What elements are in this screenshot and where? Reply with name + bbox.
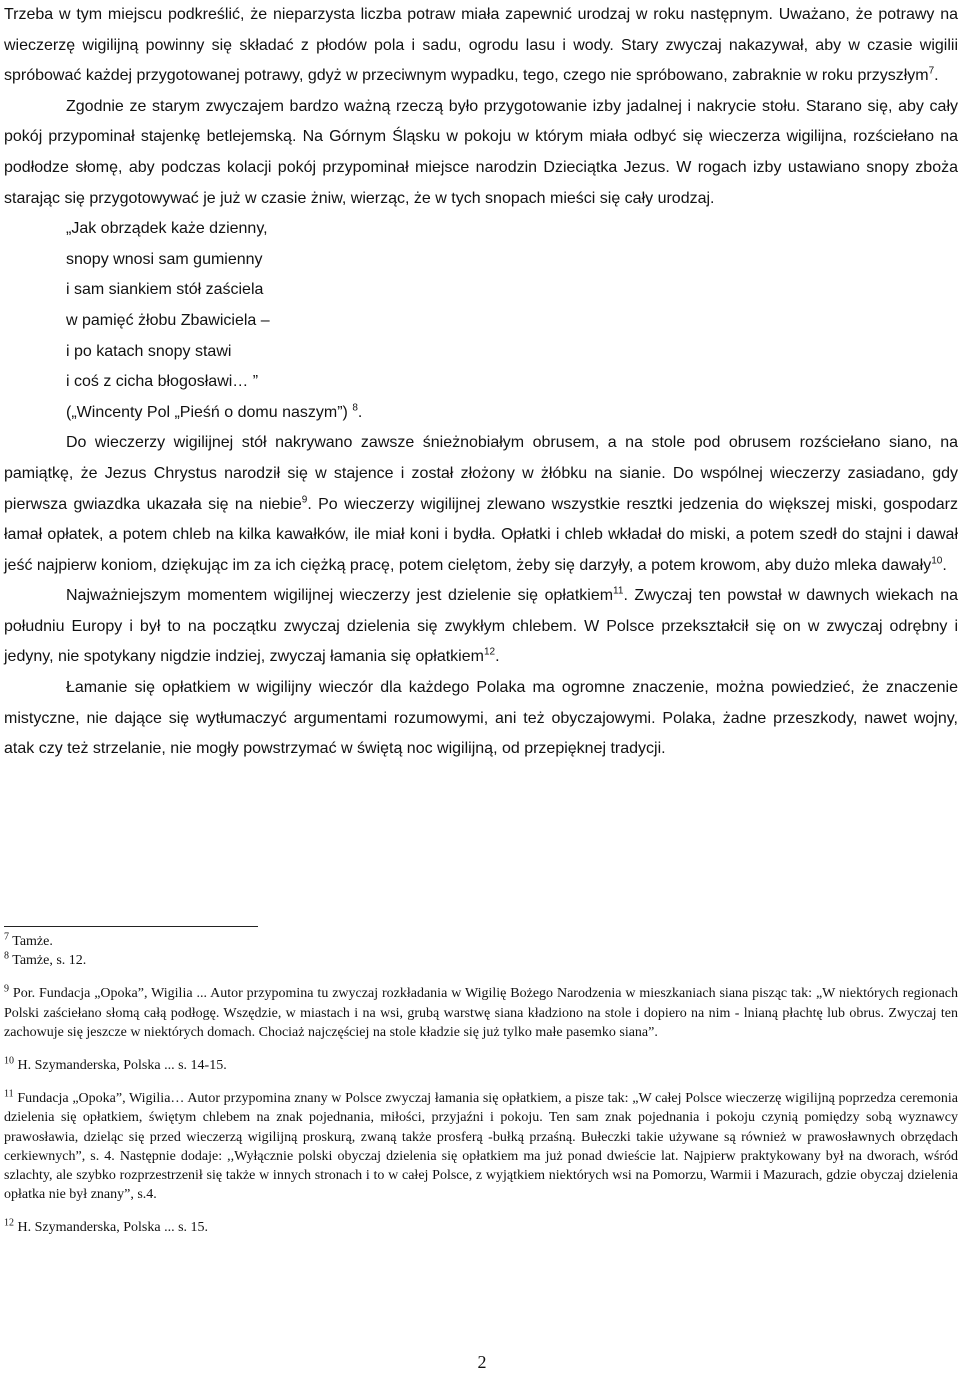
footnote-ref[interactable]: 12	[483, 647, 496, 659]
paragraph-text: . Po wieczerzy wigilijnej zlewano wszystkie resztki jedzenia do większej miski, gospodarz łamał opłatek, a potem chleb na kilka kawałków, ile miał koni i bydła. Opłatki i chleb wkładał do miski, a potem szedł do stajni i dawał jeść najpierw koniom, dziękując im za ich ciężką pracę, potem cielętom, żeby się darzyły, a potem krowom, aby dużo mleka dawały	[4, 495, 958, 574]
footnote	[4, 932, 958, 951]
footnote-number: 11	[4, 1088, 14, 1100]
poem-line: i po katach snopy stawi	[66, 342, 232, 360]
paragraph-text: .	[495, 648, 500, 666]
footnote	[4, 1218, 958, 1237]
poem-line: „Jak obrządek każe dzienny,	[66, 220, 268, 238]
poem-line: w pamięć żłobu Zbawiciela –	[66, 311, 270, 329]
footnote-ref[interactable]: 9	[301, 494, 308, 506]
footnote-text: Tamże.	[9, 934, 53, 949]
paragraph	[4, 581, 958, 673]
paragraph-text: Trzeba w tym miejscu podkreślić, że nieparzysta liczba potraw miała zapewnić urodzaj w roku następnym. Uważano, że potrawy na wieczerzę wigilijną powinny się składać z płodów pola i sadu, ogrodu lasu i wody. Stary zwyczaj nakazywał, aby w czasie wigilii spróbować każdej przygotowanej potrawy, gdyż w przeciwnym wypadku, tego, czego nie spróbowano, zabraknie w roku przyszłym	[4, 6, 958, 85]
footnote-number: 12	[4, 1217, 14, 1229]
poem-source-end: .	[357, 403, 363, 421]
paragraph-text: .	[942, 556, 947, 574]
paragraph	[4, 428, 958, 581]
poem-source-text: („Wincenty Pol „Pieśń o domu naszym”)	[66, 403, 348, 421]
footnote-number: 9	[4, 983, 9, 995]
footnote	[4, 1089, 958, 1204]
footnotes	[4, 932, 958, 1238]
footnote-ref[interactable]: 8	[352, 402, 358, 414]
poem-quote	[4, 214, 958, 428]
paragraph-text: .	[934, 67, 939, 85]
footnote-number: 7	[4, 931, 9, 943]
footnote-text: Por. Fundacja „Opoka”, Wigilia ... Autor przypomina tu zwyczaj rozkładania w Wigilię Bożego Narodzenia w mieszkaniach siana pisząc tak: „W niektórych regionach Polski zaściełano słomą całą podłogę. Wszędzie, w miastach i na wsi, grubą warstwę siana kładziono na stole i dopiero na nim - lnianą płachtę lub obrus. Zwyczaj ten zachowuje się jeszcze w niektórych domach. Chociaż najczęściej na stole kładzie się już tylko małe pasemko siana”.	[4, 986, 958, 1040]
footnote-text: H. Szymanderska, Polska ... s. 15.	[14, 1220, 209, 1236]
footnote-text: H. Szymanderska, Polska ... s. 14-15.	[14, 1058, 227, 1074]
footnote-text: Tamże, s. 12.	[9, 953, 87, 969]
paragraph	[4, 0, 958, 92]
footnote-ref[interactable]: 7	[928, 65, 935, 77]
paragraph: Łamanie się opłatkiem w wigilijny wieczór dla każdego Polaka ma ogromne znaczenie, można powiedzieć, że znaczenie mistyczne, nie dające się wytłumaczyć argumentami rozumowymi, ani też obyczajowymi. Polaka, żadne przeszkody, nawet wojny, atak czy też strzelanie, nie mogły powstrzymać w świętą noc wigilijną, od przepięknej tradycji.	[4, 679, 958, 758]
footnote	[4, 984, 958, 1042]
poem-source	[66, 398, 958, 429]
footnote	[4, 951, 958, 970]
poem-line: i coś z cicha błogosławi… ”	[66, 373, 259, 391]
paragraph: Zgodnie ze starym zwyczajem bardzo ważną rzeczą było przygotowanie izby jadalnej i nakrycie stołu. Starano się, aby cały pokój przypominał stajenkę betlejemską. Na Górnym Śląsku w pokoju w którym miała odbyć się wieczerza wigilijna, rozściełano na podłodze słomę, aby podczas kolacji pokój przypominał miejsce narodzin Dzieciątka Jezus. W rogach izby ustawiano snopy zboża starając się przygotowywać je już w czasie żniw, wierząc, że w tych snopach mieści się cały urodzaj.	[4, 97, 958, 207]
paragraph-text: Najważniejszym momentem wigilijnej wieczerzy jest dzielenie się opłatkiem	[66, 587, 614, 605]
footnote-ref[interactable]: 10	[931, 555, 943, 567]
main-text	[4, 0, 958, 765]
paragraph-text: . Zwyczaj ten powstał w dawnych wiekach na południu Europy i był to na początku zwyczaj dzielenia się zwykłym chlebem. W Polsce przekształcił się on w zwyczaj odrębny i jedyny, nie spotykany nigdzie indziej, zwyczaj łamania się opłatkiem	[4, 587, 958, 666]
poem-line: snopy wnosi sam gumienny	[66, 250, 263, 268]
footnote-number: 8	[4, 950, 9, 962]
footnote-ref[interactable]: 11	[613, 585, 624, 597]
footnote-number: 10	[4, 1055, 14, 1067]
poem-line: i sam siankiem stół zaściela	[66, 281, 264, 299]
footnote-separator	[4, 926, 258, 927]
footnote	[4, 1056, 958, 1075]
page-number: 2	[477, 1352, 487, 1372]
paragraph-text: Do wieczerzy wigilijnej stół nakrywano zawsze śnieżnobiałym obrusem, a na stole pod obrusem rozściełano siano, na pamiątkę, że Jezus Chrystus narodził się w stajence i został złożony w żłóbku na sianie. Do wspólnej wieczerzy zasiadano, gdy pierwsza gwiazdka ukazała się na niebie	[4, 434, 958, 513]
footnote-text: Fundacja „Opoka”, Wigilia… Autor przypomina znany w Polsce zwyczaj łamania się opłatkiem, a pisze tak: „W całej Polsce wieczerzę wigilijną poprzedza ceremonia dzielenia się opłatkiem, świętym chlebem na znak pojednania, miłości, przyjaźni i pokoju. Ten sam znak pojednania i pokoju czynią pomiędzy sobą wyznawcy prawosławia, dzieląc się przed wieczerzą wigilijną proskurą, zwaną także prosferą -bułką przaśną. Bułeczki takie używane są również w prawosławnych obrzędach cerkiewnych”, s. 4. Następnie dodaje: ,,Wyłącznie polski obyczaj dzielenia się opłatkiem ma już ponad dwieście lat. Najpierw praktykowany był na dworach, wśród szlachty, ale szybko rozprzestrzenił się także w innych stronach i to w całej Polsce, z wyjątkiem niektórych wsi na Pomorzu, Warmii i Mazurach, gdzie obyczaj dzielenia opłatka nie był znany”, s.4.	[4, 1091, 958, 1203]
